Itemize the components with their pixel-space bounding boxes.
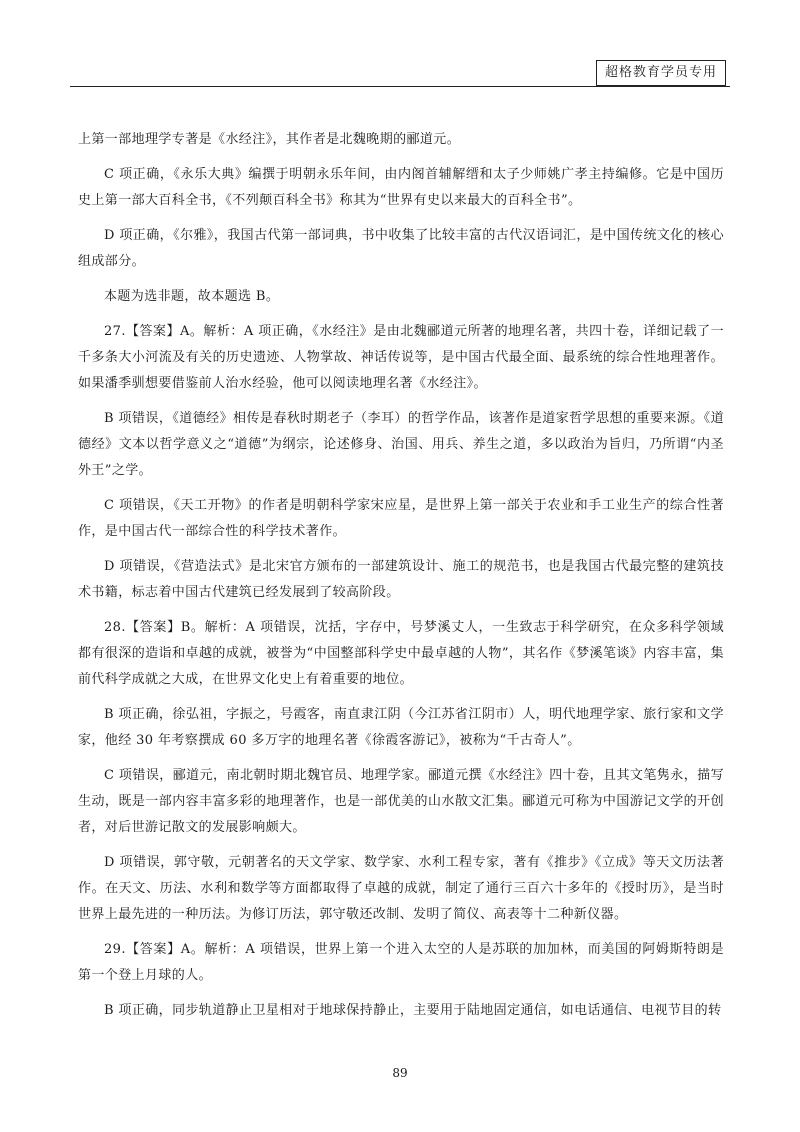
- paragraph-29-option-b: B 项正确，同步轨道静止卫星相对于地球保持静止，主要用于陆地固定通信，如电话通信、电视节目的转: [104, 1003, 722, 1018]
- paragraph-26-option-c: C 项正确，《永乐大典》编撰于明朝永乐年间，由内阁首辅解缙和太子少师姚广孝主持编修。它是中国历史上第一部大百科全书，《不列颠百科全书》称其为“世界有史以来最大的百科全书”。: [78, 167, 724, 208]
- paragraph-26-conclusion: 本题为选非题，故本题选 B。: [104, 289, 280, 304]
- paragraph-28-option-d: D 项错误，郭守敬，元朝著名的天文学家、数学家、水利工程专家，著有《推步》《立成》等天文历法著作。在天文、历法、水利和数学等方面都取得了卓越的成就，制定了通行三百六十多年的《授时历》，是当时世界上最先进的一种历法。为修订历法，郭守敬还改制、发明了简仪、高表等十二种新仪器。: [78, 855, 724, 922]
- paragraph-continuation: 上第一部地理学专著是《水经注》，其作者是北魏晚期的郦道元。: [78, 132, 461, 147]
- paragraph-27-option-c: C 项错误，《天工开物》的作者是明朝科学家宋应星，是世界上第一部关于农业和手工业生产的综合性著作，是中国古代一部综合性的科学技术著作。: [78, 498, 724, 539]
- paragraph-27-option-b: B 项错误，《道德经》相传是春秋时期老子（李耳）的哲学作品，该著作是道家哲学思想的重要来源。《道德经》文本以哲学意义之“道德”为纲宗，论述修身、治国、用兵、养生之道，多以政治为旨归，乃所谓“内圣外王”之学。: [78, 411, 724, 478]
- paragraph-28-answer: 28.【答案】B。解析：A 项错误，沈括，字存中，号梦溪丈人，一生致志于科学研究，在众多科学领域都有很深的造诣和卓越的成就，被誉为“中国整部科学史中最卓越的人物”，其名作《梦溪笔谈》内容丰富，集前代科学成就之大成，在世界文化史上有着重要的地位。: [78, 620, 724, 687]
- document-body: [78, 127, 724, 1033]
- page-number: 89: [392, 1066, 408, 1080]
- paragraph-28-option-b: B 项正确，徐弘祖，字振之，号霞客，南直隶江阴（今江苏省江阴市）人，明代地理学家、旅行家和文学家，他经 30 年考察撰成 60 多万字的地理名著《徐霞客游记》，被称为“千古奇人”。: [78, 707, 724, 748]
- paragraph-29-answer: 29.【答案】A。解析：A 项错误，世界上第一个进入太空的人是苏联的加加林，而美国的阿姆斯特朗是第一个登上月球的人。: [78, 942, 724, 983]
- paragraph-27-option-d: D 项错误，《营造法式》是北宋官方颁布的一部建筑设计、施工的规范书，也是我国古代最完整的建筑技术书籍，标志着中国古代建筑已经发展到了较高阶段。: [78, 559, 724, 600]
- paragraph-26-option-d: D 项正确，《尔雅》，我国古代第一部词典，书中收集了比较丰富的古代汉语词汇，是中国传统文化的核心组成部分。: [78, 228, 724, 269]
- paragraph-27-answer: 27.【答案】A。解析：A 项正确，《水经注》是由北魏郦道元所著的地理名著，共四十卷，详细记载了一千多条大小河流及有关的历史遗迹、人物掌故、神话传说等，是中国古代最全面、最系统的综合性地理著作。如果潘季驯想要借鉴前人治水经验，他可以阅读地理名著《水经注》。: [78, 324, 724, 391]
- header-badge: 超格教育学员专用: [596, 60, 726, 86]
- header-divider: [70, 86, 730, 87]
- paragraph-28-option-c: C 项错误，郦道元，南北朝时期北魏官员、地理学家。郦道元撰《水经注》四十卷，且其文笔隽永，描写生动，既是一部内容丰富多彩的地理著作，也是一部优美的山水散文汇集。郦道元可称为中国游记文学的开创者，对后世游记散文的发展影响颇大。: [78, 768, 724, 835]
